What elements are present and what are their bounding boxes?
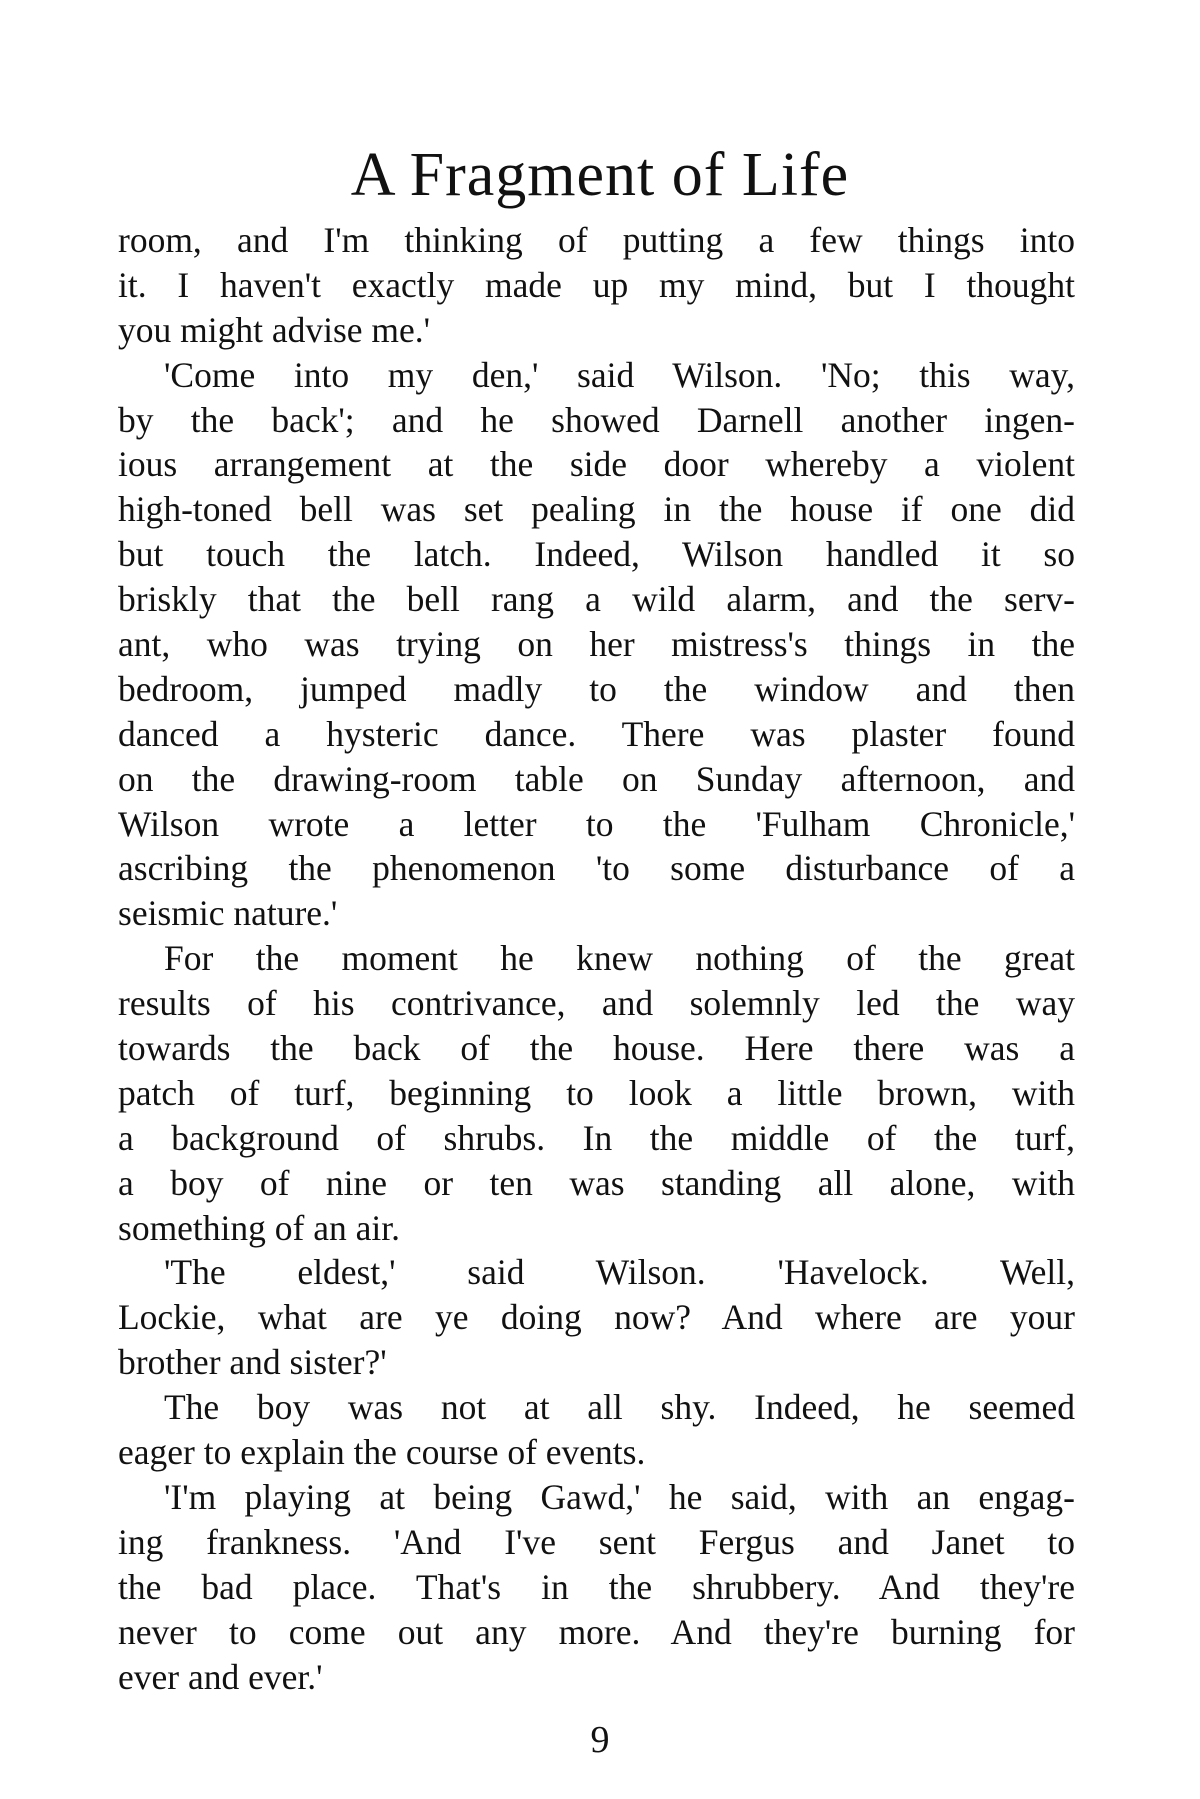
- text-line: 'Come into my den,' said Wilson. 'No; this way,: [164, 354, 1075, 395]
- text-line: bedroom, jumped madly to the window and then: [118, 668, 1075, 709]
- text-line: danced a hysteric dance. There was plaster found: [118, 713, 1075, 754]
- text-line: 'I'm playing at being Gawd,' he said, with an engag-: [164, 1476, 1075, 1517]
- text-line: on the drawing-room table on Sunday afternoon, and: [118, 758, 1075, 799]
- text-line: by the back'; and he showed Darnell another ingen-: [118, 399, 1075, 440]
- text-line: ious arrangement at the side door whereby a violent: [118, 444, 1075, 485]
- text-line: eager to explain the course of events.: [118, 1432, 646, 1473]
- text-line: something of an air.: [118, 1207, 400, 1248]
- text-line: ever and ever.': [118, 1656, 323, 1697]
- text-line: ing frankness. 'And I've sent Fergus and Janet to: [118, 1521, 1075, 1562]
- page-number: 9: [590, 1719, 610, 1761]
- text-line: towards the back of the house. Here there was a: [118, 1028, 1075, 1069]
- text-line: you might advise me.': [118, 309, 431, 350]
- text-line: 'The eldest,' said Wilson. 'Havelock. Well,: [164, 1252, 1075, 1293]
- text-line: ant, who was trying on her mistress's things in the: [118, 624, 1075, 665]
- text-line: results of his contrivance, and solemnly led the way: [118, 983, 1075, 1024]
- text-line: Wilson wrote a letter to the 'Fulham Chronicle,': [118, 803, 1075, 844]
- text-line: For the moment he knew nothing of the great: [164, 938, 1075, 979]
- running-head: A Fragment of Life: [350, 141, 850, 209]
- text-line: never to come out any more. And they're burning for: [118, 1611, 1075, 1652]
- text-line: seismic nature.': [118, 893, 338, 934]
- text-line: a boy of nine or ten was standing all alone, with: [118, 1162, 1075, 1203]
- text-line: but touch the latch. Indeed, Wilson handled it so: [118, 534, 1075, 575]
- body-text: [118, 218, 1075, 1699]
- text-line: brother and sister?': [118, 1342, 387, 1383]
- text-line: high-toned bell was set pealing in the house if one did: [118, 489, 1075, 530]
- text-line: the bad place. That's in the shrubbery. And they're: [118, 1566, 1075, 1607]
- text-line: patch of turf, beginning to look a little brown, with: [118, 1072, 1075, 1113]
- text-line: it. I haven't exactly made up my mind, but I thought: [118, 264, 1075, 305]
- text-line: The boy was not at all shy. Indeed, he seemed: [164, 1387, 1075, 1428]
- text-line: a background of shrubs. In the middle of the turf,: [118, 1117, 1075, 1158]
- text-line: ascribing the phenomenon 'to some disturbance of a: [118, 848, 1075, 889]
- text-line: Lockie, what are ye doing now? And where are your: [118, 1297, 1075, 1338]
- text-line: room, and I'm thinking of putting a few things into: [118, 220, 1075, 260]
- text-line: briskly that the bell rang a wild alarm, and the serv-: [118, 579, 1075, 620]
